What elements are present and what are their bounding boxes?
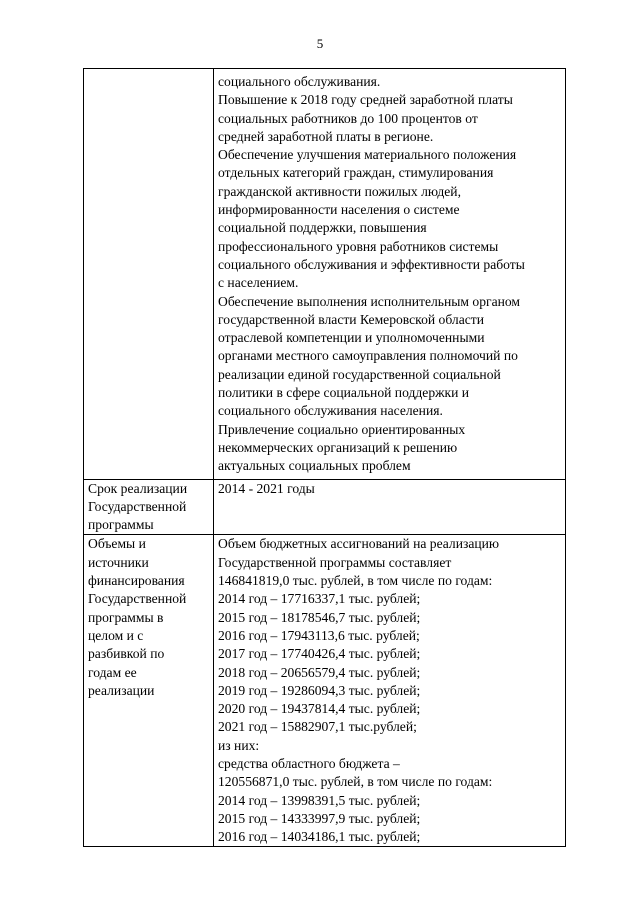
text-line: 2015 год – 14333997,9 тыс. рублей; (218, 810, 421, 826)
text-line: социального обслуживания населения. (218, 403, 443, 419)
text-line: Государственной программы составляет (218, 554, 452, 570)
text-line: отдельных категорий граждан, стимулирования (218, 165, 494, 181)
text-line: годам ее (88, 664, 137, 680)
text-line: социальной поддержки, повышения (218, 220, 427, 236)
text-line: 2018 год – 20656579,4 тыс. рублей; (218, 664, 421, 680)
text-line: источники (88, 554, 149, 570)
text-line: Государственной (88, 591, 187, 607)
row-label-funding (84, 535, 214, 847)
text-line: отраслевой компетенции и уполномоченными (218, 330, 485, 346)
text-line: политики в сфере социальной поддержки и (218, 385, 470, 401)
table-row-funding (84, 535, 566, 847)
page-number: 5 (316, 36, 324, 51)
text-line: социальных работников до 100 процентов от (218, 110, 478, 126)
program-passport-table (83, 68, 566, 847)
text-line: средней заработной платы в регионе. (218, 128, 434, 144)
text-line: Повышение к 2018 году средней заработной платы (218, 92, 513, 108)
text-line: 120556871,0 тыс. рублей, в том числе по годам: (218, 774, 493, 790)
row-label-term (84, 479, 214, 535)
text-line: средства областного бюджета – (218, 755, 400, 771)
text-line: социального обслуживания. (218, 74, 381, 89)
text-line: 146841819,0 тыс. рублей, в том числе по годам: (218, 573, 493, 589)
text-line: государственной власти Кемеровской области (218, 311, 484, 327)
text-line: 2019 год – 19286094,3 тыс. рублей; (218, 682, 421, 698)
text-line: 2014 год – 13998391,5 тыс. рублей; (218, 792, 421, 808)
text-line: 2016 год – 14034186,1 тыс. рублей; (218, 829, 421, 845)
text-line: 2020 год – 19437814,4 тыс. рублей; (218, 701, 421, 717)
row-content-goals (214, 69, 566, 480)
text-line: некоммерческих организаций к решению (218, 439, 458, 455)
table-row-term (84, 479, 566, 535)
text-line: программы (88, 517, 154, 533)
text-line: Привлечение социально ориентированных (218, 421, 466, 437)
text-line: гражданской активности пожилых людей, (218, 183, 461, 199)
table-row-goals (84, 69, 566, 480)
text-line: с населением. (218, 275, 299, 291)
text-line: 2015 год – 18178546,7 тыс. рублей; (218, 609, 421, 625)
text-line: из них: (218, 737, 260, 753)
text-line: профессионального уровня работников системы (218, 238, 499, 254)
text-line: социального обслуживания и эффективности работы (218, 256, 525, 272)
row-label-empty (84, 69, 214, 480)
text-line: Обеспечение выполнения исполнительным органом (218, 293, 521, 309)
text-line: Срок реализации (88, 480, 188, 496)
text-line: актуальных социальных проблем (218, 458, 411, 474)
text-line: Обеспечение улучшения материального положения (218, 147, 517, 163)
text-line: Государственной (88, 498, 187, 514)
text-line: реализации (88, 682, 155, 698)
row-content-funding (214, 535, 566, 847)
text-line: разбивкой по (88, 646, 165, 662)
text-line: Объемы и (88, 536, 146, 552)
text-line: 2014 - 2021 годы (218, 480, 315, 496)
text-line: информированности населения о системе (218, 202, 460, 218)
text-line: целом и с (88, 627, 144, 643)
text-line: финансирования (88, 573, 185, 589)
text-line: Объем бюджетных ассигнований на реализацию (218, 536, 500, 552)
text-line: 2021 год – 15882907,1 тыс.рублей; (218, 719, 417, 735)
text-line: программы в (88, 609, 164, 625)
text-line: органами местного самоуправления полномочий по (218, 348, 518, 364)
text-line: 2014 год – 17716337,1 тыс. рублей; (218, 591, 421, 607)
text-line: 2016 год – 17943113,6 тыс. рублей; (218, 627, 420, 643)
text-line: реализации единой государственной социальной (218, 366, 501, 382)
row-content-term (214, 479, 566, 535)
text-line: 2017 год – 17740426,4 тыс. рублей; (218, 646, 421, 662)
